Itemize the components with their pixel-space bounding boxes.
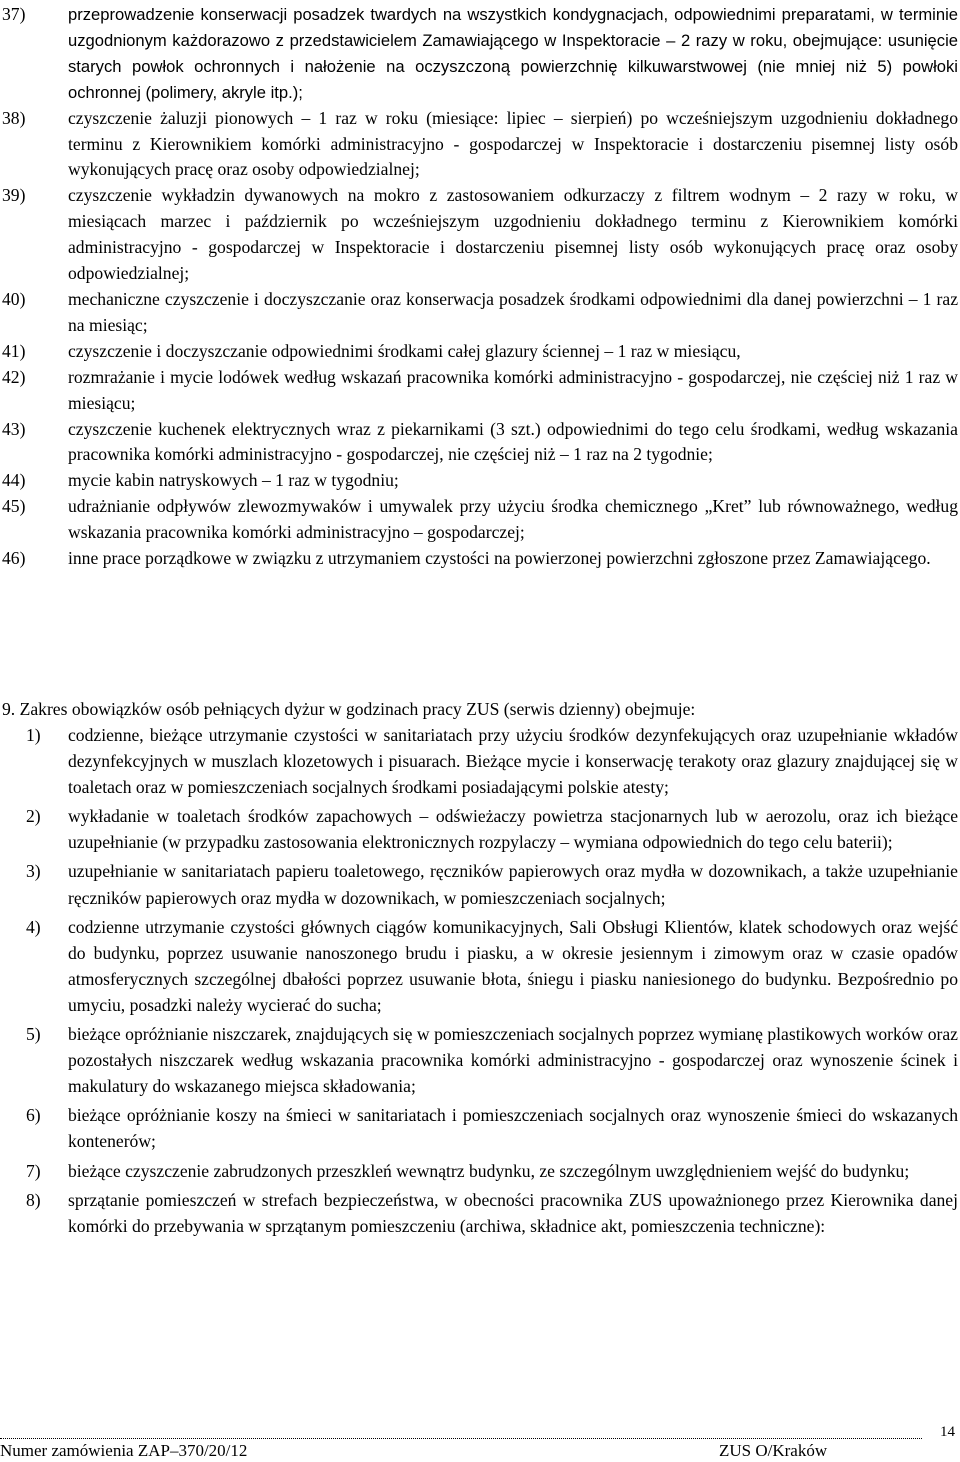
item-number: 45)	[2, 496, 26, 517]
section-item-3	[2, 858, 958, 910]
list-item-42	[2, 365, 958, 417]
list-item-45	[2, 494, 958, 546]
list-item-44	[2, 468, 958, 494]
list-item-37	[2, 2, 958, 106]
item-number: 8)	[26, 1189, 41, 1210]
section-item-6	[2, 1102, 958, 1154]
item-text: mechaniczne czyszczenie i doczyszczanie oraz konserwacja posadzek środkami odpowiednimi dla danej powierzchni – 1 raz na miesiąc;	[68, 288, 958, 335]
item-number: 2)	[26, 806, 41, 827]
section-9	[2, 696, 958, 1242]
item-text: czyszczenie i doczyszczanie odpowiednimi środkami całej glazury ściennej – 1 raz w miesiącu,	[68, 340, 741, 361]
footer-order-number: Numer zamówienia ZAP–370/20/12	[0, 1441, 248, 1460]
item-text: udrażnianie odpływów zlewozmywaków i umywalek przy użyciu środka chemicznego „Kret” lub równoważnego, według wskazania pracownika komórki administracyjno – gospodarczej;	[68, 496, 958, 543]
item-text: uzupełnianie w sanitariatach papieru toaletowego, ręczników papierowych oraz mydła w dozownikach, a także uzupełnianie ręczników papierowych oraz mydła w dozownikach, w pomieszczeniach socjalnych;	[68, 861, 958, 908]
item-text: codzienne utrzymanie czystości głównych ciągów komunikacyjnych, Sali Obsługi Klientów, klatek schodowych oraz wejść do budynku, poprzez usuwanie nanoszonego brudu i piasku, a w okresie jesiennym i zimowym oraz w czasie opadów atmosferycznych szczególnej dbałości poprzez usuwanie błota, śniegu i piasku naniesionego do budynku. Bezpośrednio po umyciu, posadzki należy wycierać do sucha;	[68, 916, 958, 1015]
item-text: bieżące opróżnianie niszczarek, znajdujących się w pomieszczeniach socjalnych poprzez wymianę plastikowych worków oraz pozostałych niszczarek według wskazania pracownika komórki administracyjno - gospodarczej oraz wynoszenie ścinek i makulatury do wskazanego miejsca składowania;	[68, 1024, 958, 1097]
item-number: 38)	[2, 107, 26, 128]
list-item-38	[2, 106, 958, 184]
item-number: 46)	[2, 548, 26, 569]
section-item-5	[2, 1021, 958, 1099]
item-text: wykładanie w toaletach środków zapachowych – odświeżaczy powietrza stacjonarnych lub w aerozolu, oraz ich bieżące uzupełnianie (w przypadku zastosowania elektronicznych rozpylaczy – wymiana odpowiednich do tego celu baterii);	[68, 806, 958, 853]
list-item-46	[2, 546, 958, 572]
item-text: czyszczenie wykładzin dywanowych na mokro z zastosowaniem odkurzaczy z filtrem wodnym – 2 razy w roku, w miesiącach marzec i październik po wcześniejszym uzgodnieniu dokładnego terminu z Kierownikiem komórki administracyjno - gospodarczej w Inspektoracie i dostarczeniu pisemnej listy osób wykonujących pracę oraz osoby odpowiedzialnej;	[68, 185, 958, 284]
item-number: 41)	[2, 340, 26, 361]
item-number: 39)	[2, 185, 26, 206]
item-text: rozmrażanie i mycie lodówek według wskazań pracownika komórki administracyjno - gospodarczej, nie częściej niż 1 raz w miesiącu;	[68, 366, 958, 413]
item-text: codzienne, bieżące utrzymanie czystości w sanitariatach przy użyciu środków dezynfekujących oraz uzupełnianie wkładów dezynfekcyjnych w muszlach klozetowych i pisuarach. Bieżące mycie i konserwację terakoty oraz glazury znajdującej się w toaletach oraz w pomieszczeniach socjalnych środkami posiadającymi polskie atesty;	[68, 725, 958, 798]
item-text: inne prace porządkowe w związku z utrzymaniem czystości na powierzonej powierzchni zgłoszone przez Zamawiającego.	[68, 548, 931, 569]
footer-divider	[0, 1438, 922, 1439]
list-item-39	[2, 183, 958, 287]
list-item-40	[2, 287, 958, 339]
item-number: 4)	[26, 916, 41, 937]
item-text: bieżące czyszczenie zabrudzonych przeszkleń wewnątrz budynku, ze szczególnym uwzględnieniem wejść do budynku;	[68, 1160, 910, 1181]
item-number: 40)	[2, 288, 26, 309]
numbered-list-top	[2, 2, 958, 572]
item-number: 5)	[26, 1024, 41, 1045]
item-number: 43)	[2, 418, 26, 439]
footer-office: ZUS O/Kraków	[719, 1441, 828, 1460]
item-text: czyszczenie żaluzji pionowych – 1 raz w roku (miesiące: lipiec – sierpień) po wcześniejszym uzgodnieniu dokładnego terminu z Kierownikiem komórki administracyjno - gospodarczej w Inspektoracie i dostarczeniu pisemnej listy osób wykonujących pracę oraz osoby odpowiedzialnej;	[68, 107, 958, 180]
item-text: bieżące opróżnianie koszy na śmieci w sanitariatach i pomieszczeniach socjalnych oraz wynoszenie śmieci do wskazanych kontenerów;	[68, 1105, 958, 1152]
item-text: mycie kabin natryskowych – 1 raz w tygodniu;	[68, 470, 399, 491]
item-number: 42)	[2, 366, 26, 387]
item-number: 37)	[2, 4, 26, 24]
item-number: 44)	[2, 470, 26, 491]
item-number: 6)	[26, 1105, 41, 1126]
section-item-4	[2, 914, 958, 1018]
page-number: 14	[940, 1424, 955, 1440]
list-item-43	[2, 417, 958, 469]
section-item-8	[2, 1187, 958, 1239]
section-item-2	[2, 803, 958, 855]
list-item-41	[2, 339, 958, 365]
item-text: przeprowadzenie konserwacji posadzek twardych na wszystkich kondygnacjach, odpowiednimi preparatami, w terminie uzgodnionym każdorazowo z przedstawicielem Zamawiającego w Inspektoracie – 2 razy w roku, obejmujące: usunięcie starych powłok ochronnych i nałożenie na oczyszczoną powierzchnię kilkuwarstwowej (nie mniej niż 5) powłoki ochronnej (polimery, akryle itp.);	[68, 5, 958, 102]
item-number: 7)	[26, 1160, 41, 1181]
section-heading: 9. Zakres obowiązków osób pełniących dyżur w godzinach pracy ZUS (serwis dzienny) obejmuje:	[2, 699, 696, 719]
section-item-7	[2, 1158, 958, 1184]
item-text: sprzątanie pomieszczeń w strefach bezpieczeństwa, w obecności pracownika ZUS upoważnionego przez Kierownika danej komórki do przebywania w sprzątanym pomieszczeniu (archiwa, składnice akt, pomieszczenia techniczne):	[68, 1189, 958, 1236]
section-item-1	[2, 722, 958, 800]
item-text: czyszczenie kuchenek elektrycznych wraz z piekarnikami (3 szt.) odpowiednimi do tego celu środkami, według wskazania pracownika komórki administracyjno - gospodarczej, nie częściej niż – 1 raz na 2 tygodnie;	[68, 418, 958, 465]
numbered-list-section-9	[2, 722, 958, 1239]
item-number: 1)	[26, 725, 41, 745]
item-number: 3)	[26, 861, 41, 882]
